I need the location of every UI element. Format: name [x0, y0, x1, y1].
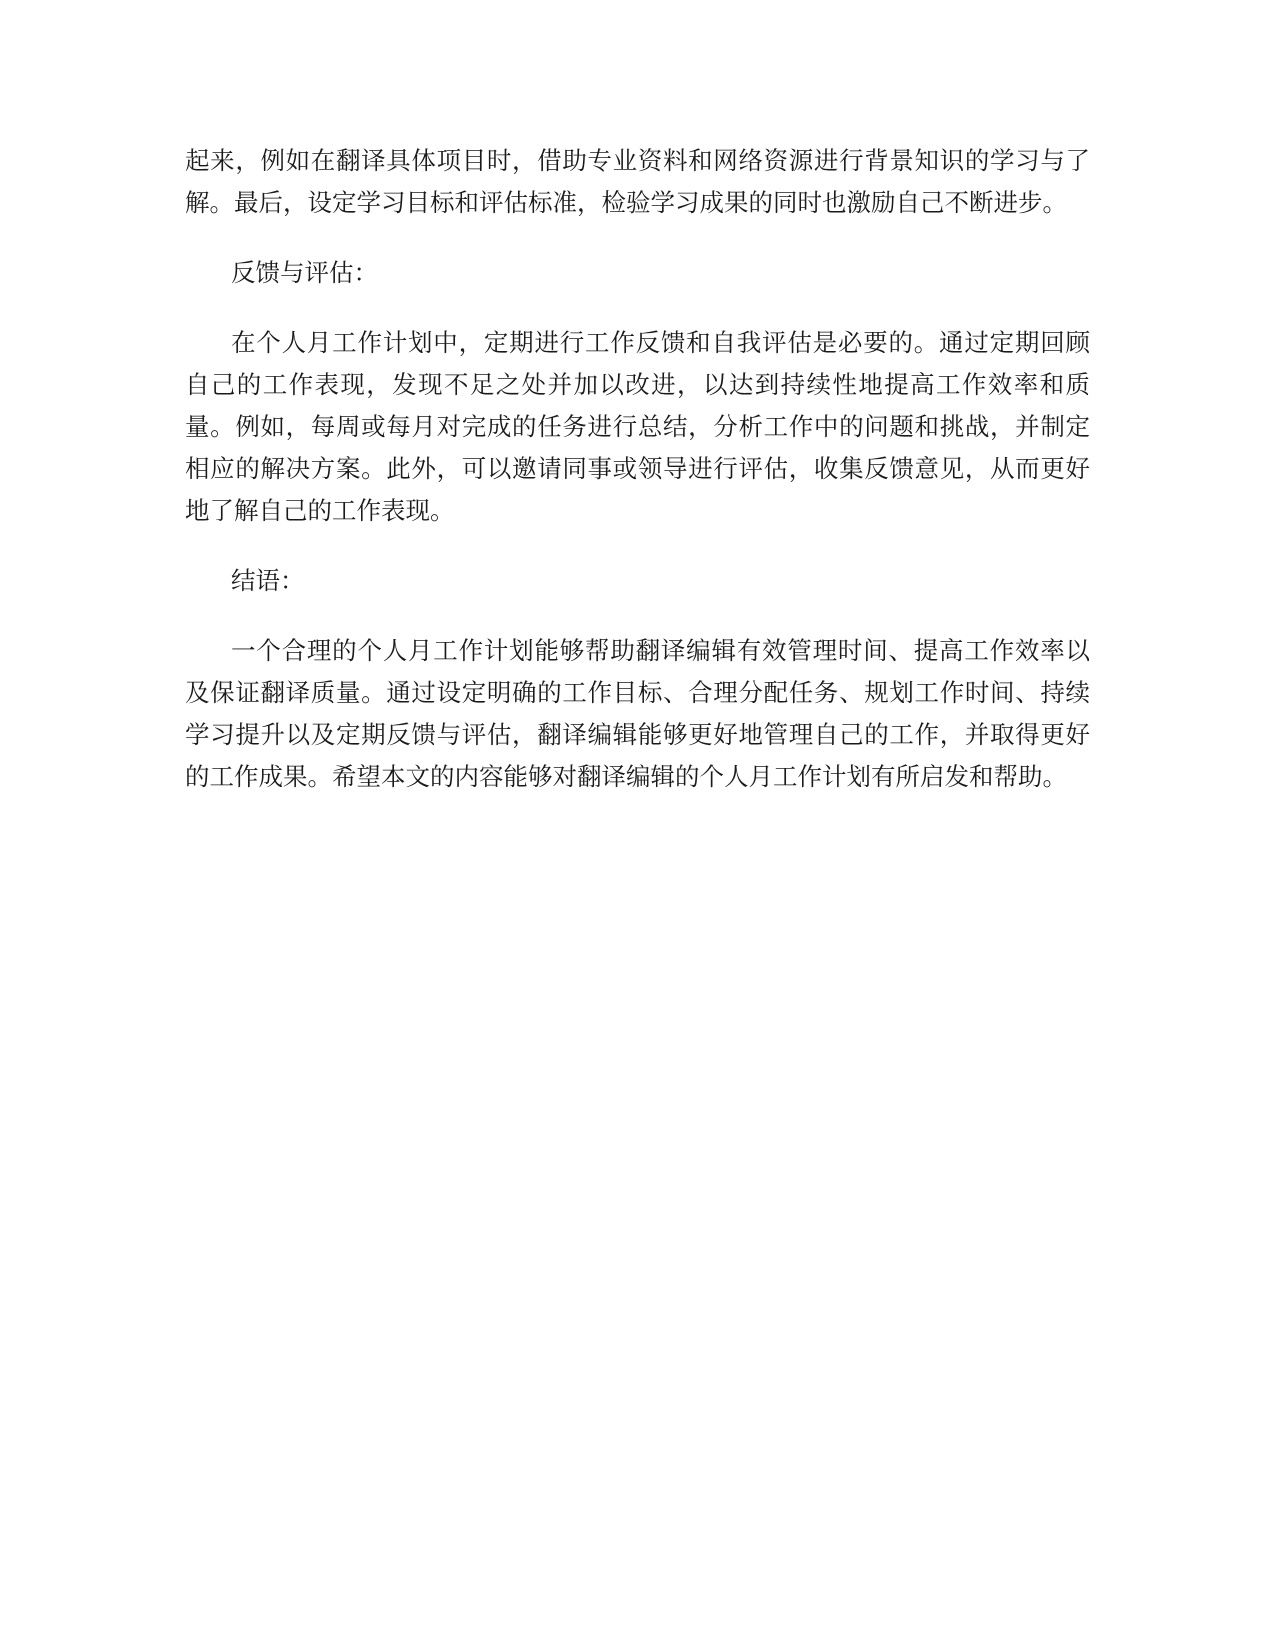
text-line: 在个人月工作计划中，定期进行工作反馈和自我评估是必要的。通过定期回顾: [231, 328, 1090, 357]
text-line: 的工作成果。希望本文的内容能够对翻译编辑的个人月工作计划有所启发和帮助。: [185, 762, 1067, 791]
document-page: [185, 140, 1090, 826]
text-line: 量。例如，每周或每月对完成的任务进行总结，分析工作中的问题和挑战，并制定: [185, 412, 1090, 441]
section-heading-feedback: [185, 252, 1090, 294]
text-line: 解。最后，设定学习目标和评估标准，检验学习成果的同时也激励自己不断进步。: [185, 188, 1067, 217]
section-heading-conclusion: [185, 560, 1090, 602]
paragraph-feedback: [185, 322, 1090, 532]
paragraph-conclusion: [185, 630, 1090, 798]
text-line: 一个合理的个人月工作计划能够帮助翻译编辑有效管理时间、提高工作效率以: [231, 636, 1090, 665]
text-line: 及保证翻译质量。通过设定明确的工作目标、合理分配任务、规划工作时间、持续: [185, 678, 1090, 707]
paragraph-learning-continued: [185, 140, 1090, 224]
text-line: 学习提升以及定期反馈与评估，翻译编辑能够更好地管理自己的工作，并取得更好: [185, 720, 1090, 749]
heading-text: 反馈与评估：: [231, 258, 378, 287]
text-line: 自己的工作表现，发现不足之处并加以改进，以达到持续性地提高工作效率和质: [185, 370, 1090, 399]
text-line: 地了解自己的工作表现。: [185, 496, 455, 525]
heading-text: 结语：: [231, 566, 305, 595]
text-line: 相应的解决方案。此外，可以邀请同事或领导进行评估，收集反馈意见，从而更好: [185, 454, 1090, 483]
text-line: 起来，例如在翻译具体项目时，借助专业资料和网络资源进行背景知识的学习与了: [185, 146, 1090, 175]
